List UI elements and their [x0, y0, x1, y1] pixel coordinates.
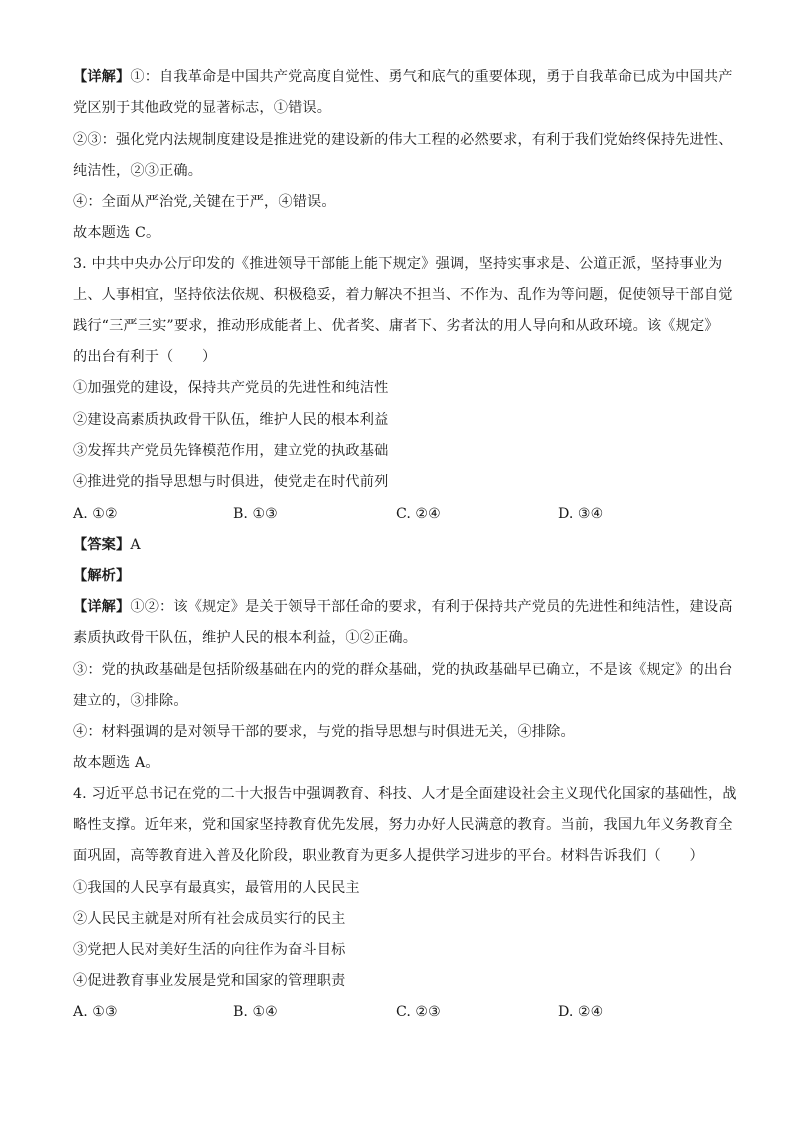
- q3-option-c: C. ②④: [396, 506, 441, 522]
- q4-item-4: ④促进教育事业发展是党和国家的管理职责: [73, 973, 346, 989]
- answer-value: A: [130, 537, 141, 553]
- q3-detail-line-3: ③：党的执政基础是包括阶级基础在内的党的群众基础，党的执政基础早已确立，不是该《规定》的出台: [73, 662, 733, 678]
- q3-detail-line-1: 【详解】①②：该《规定》是关于领导干部任命的要求，有利于保持共产党员的先进性和纯洁性，建设高: [73, 599, 733, 615]
- q2-detail-line-2: 党区别于其他政党的显著标志，①错误。: [73, 100, 332, 116]
- q3-stem-line-2: 上、人事相宜，坚持依法依规、积极稳妥，着力解决不担当、不作为、乱作为等问题，促使领导干部自觉: [73, 287, 733, 303]
- q2-detail-line-3: ②③：强化党内法规制度建设是推进党的建设新的伟大工程的必然要求，有利于我们党始终保持先进性、: [73, 132, 733, 148]
- q4-option-b: B. ①④: [233, 1004, 278, 1020]
- q3-item-3: ③发挥共产党员先锋模范作用，建立党的执政基础: [73, 443, 389, 459]
- q3-conclusion: 故本题选 A。: [73, 755, 160, 771]
- q3-detail-line-4: 建立的，③排除。: [73, 693, 188, 709]
- q3-detail-line-5: ④：材料强调的是对领导干部的要求，与党的指导思想与时俱进无关，④排除。: [73, 724, 575, 740]
- q4-option-d: D. ②④: [558, 1004, 604, 1020]
- q3-option-d: D. ③④: [558, 506, 604, 522]
- q3-stem-line-3: 践行“三严三实”要求，推动形成能者上、优者奖、庸者下、劣者汰的用人导向和从政环境。该《规定》: [73, 318, 719, 334]
- q4-option-a: A. ①③: [73, 1004, 118, 1020]
- q3-answer: [73, 535, 723, 555]
- detail-tag: 【详解】: [73, 69, 131, 85]
- q3-item-4: ④推进党的指导思想与时俱进，使党走在时代前列: [73, 474, 389, 490]
- q4-item-2: ②人民民主就是对所有社会成员实行的民主: [73, 911, 346, 927]
- q3-detail-line-2: 素质执政骨干队伍，维护人民的根本利益，①②正确。: [73, 630, 418, 646]
- answer-tag: 【答案】: [73, 537, 131, 553]
- q4-item-1: ①我国的人民享有最真实，最管用的人民民主: [73, 880, 360, 896]
- q2-detail-line-1: 【详解】①：自我革命是中国共产党高度自觉性、勇气和底气的重要体现，勇于自我革命已成为中国共产: [73, 69, 733, 85]
- q4-option-c: C. ②③: [396, 1004, 441, 1020]
- q4-item-3: ③党把人民对美好生活的向往作为奋斗目标: [73, 942, 346, 958]
- q3-item-2: ②建设高素质执政骨干队伍，维护人民的根本利益: [73, 412, 389, 428]
- q4-stem-line-3: 面巩固，高等教育进入普及化阶段，职业教育为更多人提供学习进步的平台。材料告诉我们（ ）: [73, 848, 704, 864]
- q3-item-1: ①加强党的建设，保持共产党员的先进性和纯洁性: [73, 380, 389, 396]
- q3-option-a: A. ①②: [73, 506, 118, 522]
- q2-detail-line-4: 纯洁性，②③正确。: [73, 163, 203, 179]
- q3-stem-line-4: 的出台有利于（ ）: [73, 349, 217, 365]
- q2-detail-line-5: ④：全面从严治党,关键在于严，④错误。: [73, 194, 336, 210]
- q3-analysis-tag: 【解析】: [73, 568, 131, 584]
- q3-option-b: B. ①③: [233, 506, 278, 522]
- q4-stem-line-1: 4. 习近平总书记在党的二十大报告中强调教育、科技、人才是全面建设社会主义现代化国家的基础性，战: [73, 786, 737, 802]
- q2-conclusion: 故本题选 C。: [73, 225, 161, 241]
- detail-tag: 【详解】: [73, 599, 131, 615]
- q3-stem-line-1: 3. 中共中央办公厅印发的《推进领导干部能上能下规定》强调，坚持实事求是、公道正派，坚持事业为: [73, 256, 723, 272]
- q4-stem-line-2: 略性支撑。近年来，党和国家坚持教育优先发展，努力办好人民满意的教育。当前，我国九年义务教育全: [73, 817, 733, 833]
